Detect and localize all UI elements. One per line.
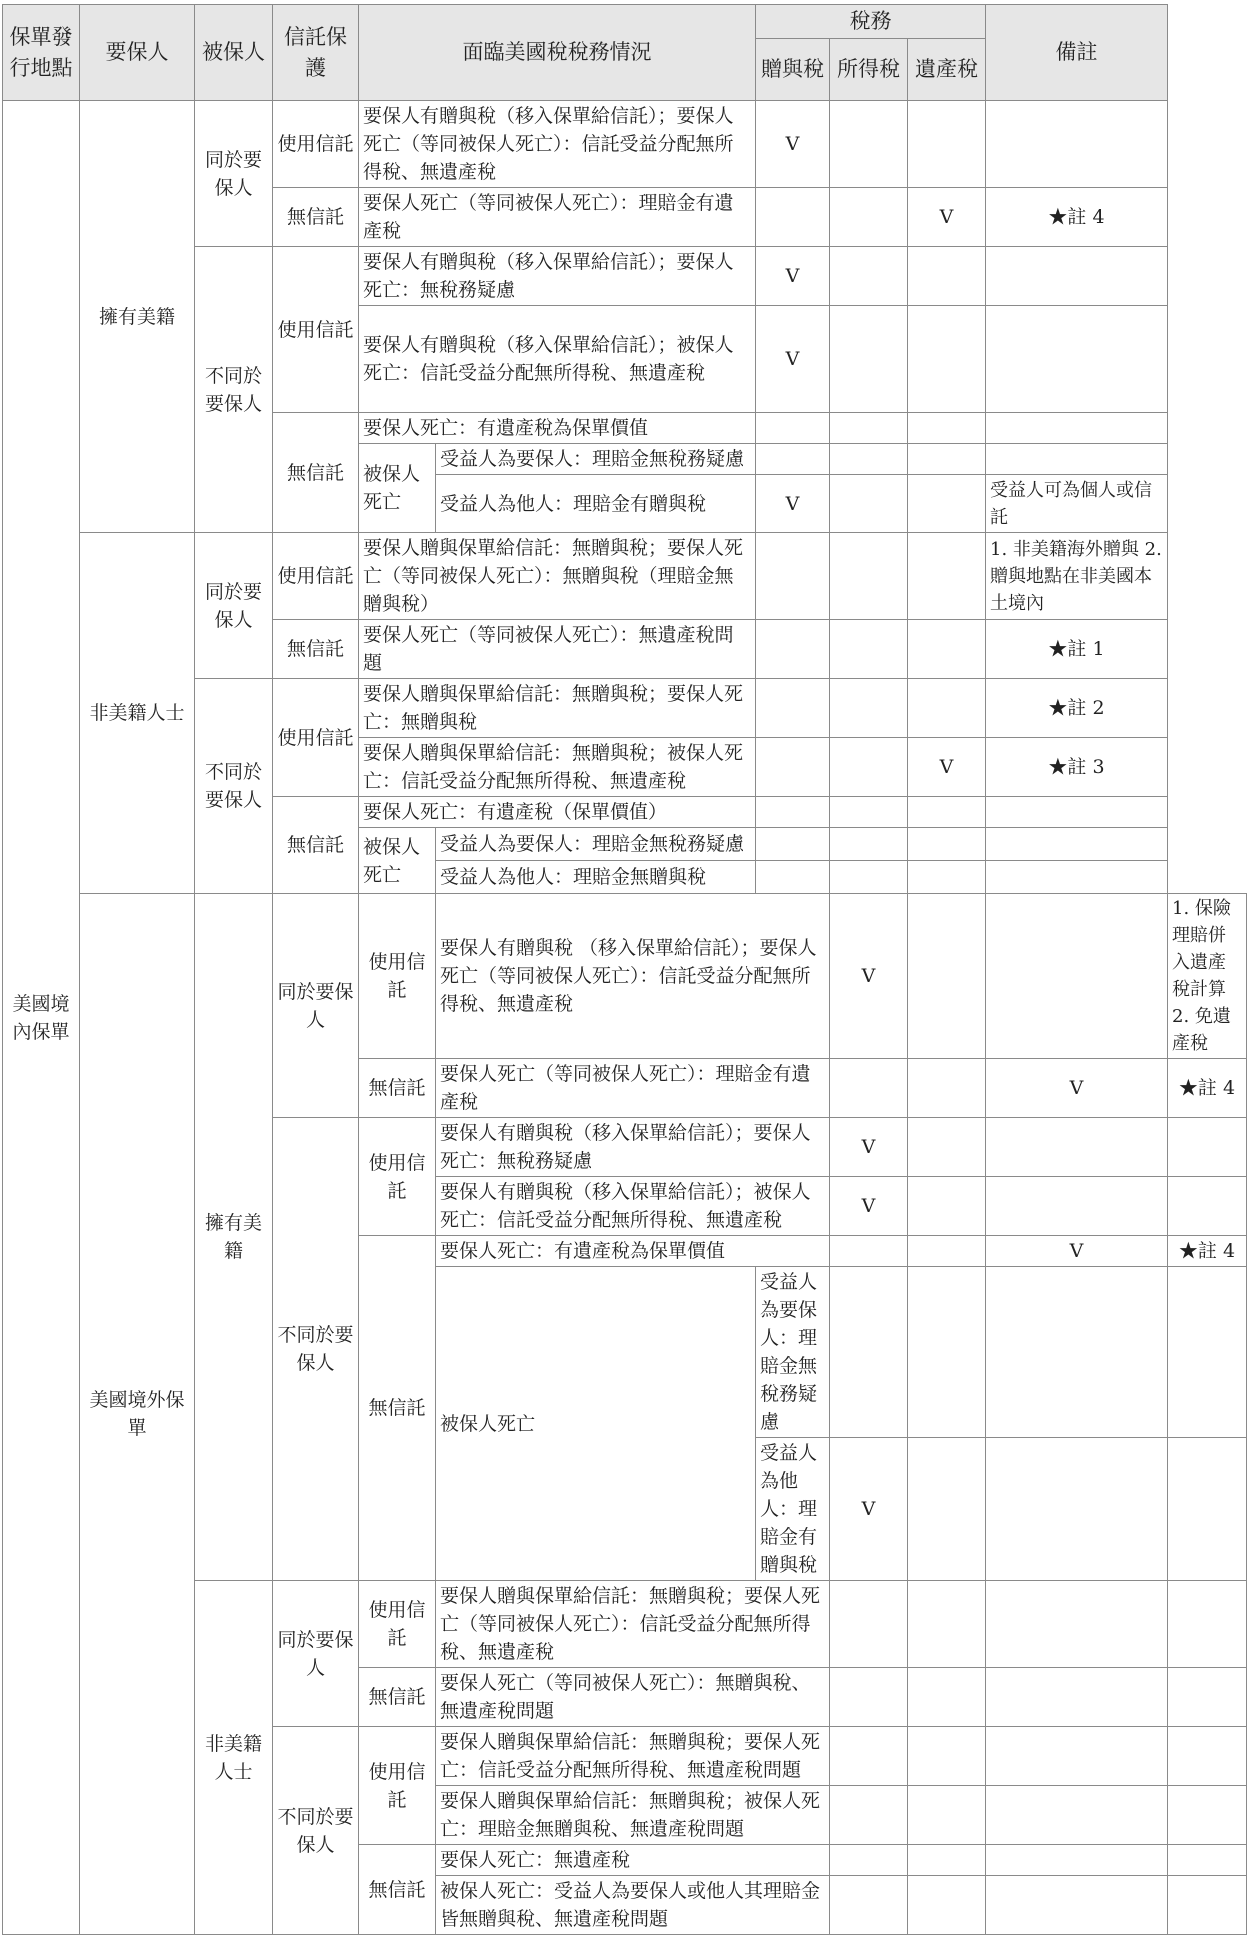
situation-cell: 受益人為要保人：理賠金無稅務疑慮 (436, 444, 756, 475)
remark-cell: ★註 3 (986, 738, 1168, 797)
header-situation: 面臨美國稅稅務情況 (359, 5, 756, 101)
situation-cell: 受益人為他人：理賠金有贈與稅 (436, 475, 756, 533)
insured-dies-label: 被保人死亡 (359, 828, 436, 894)
insured-same: 同於要保人 (195, 101, 273, 247)
trust-use: 使用信託 (273, 247, 359, 413)
location-us-foreign: 美國境外保單 (80, 894, 195, 1935)
gift-tax-check: V (830, 1177, 908, 1236)
situation-cell: 要保人贈與保單給信託：無贈與稅；要保人死亡（等同被保人死亡）：信託受益分配無所得稅、無遺產稅 (436, 1581, 830, 1668)
situation-cell: 要保人贈與保單給信託：無贈與稅；要保人死亡：信託受益分配無所得稅、無遺產稅問題 (436, 1727, 830, 1786)
situation-cell: 要保人有贈與稅 （移入保單給信託）；要保人死亡（等同被保人死亡）：信託受益分配無所得稅、無遺產稅 (436, 894, 830, 1059)
gift-tax-check: V (756, 475, 830, 533)
trust-none: 無信託 (359, 1668, 436, 1727)
insured-different: 不同於要保人 (273, 1727, 359, 1935)
situation-cell: 要保人有贈與稅（移入保單給信託）；要保人死亡：無稅務疑慮 (436, 1118, 830, 1177)
situation-cell: 要保人有贈與稅（移入保單給信託）；要保人死亡（等同被保人死亡）：信託受益分配無所得稅、無遺產稅 (359, 101, 756, 188)
situation-cell: 要保人贈與保單給信託：無贈與稅；被保人死亡：理賠金無贈與稅、無遺產稅問題 (436, 1786, 830, 1845)
policyholder-non-us: 非美籍人士 (195, 1581, 273, 1935)
policyholder-us-citizen: 擁有美籍 (80, 101, 195, 533)
gift-tax-check: V (756, 101, 830, 188)
trust-none: 無信託 (359, 1236, 436, 1581)
situation-cell: 受益人為要保人：理賠金無稅務疑慮 (756, 1267, 830, 1438)
trust-use: 使用信託 (273, 533, 359, 620)
policyholder-non-us: 非美籍人士 (80, 533, 195, 894)
header-insured: 被保人 (195, 5, 273, 101)
situation-cell: 要保人死亡（等同被保人死亡）：理賠金有遺產稅 (359, 188, 756, 247)
trust-use: 使用信託 (273, 101, 359, 188)
trust-use: 使用信託 (359, 894, 436, 1059)
insured-dies-label: 被保人死亡 (436, 1267, 756, 1581)
estate-tax-check: V (986, 1236, 1168, 1267)
header-income-tax: 所得稅 (830, 39, 908, 101)
situation-cell: 受益人為他人：理賠金無贈與稅 (436, 861, 756, 894)
trust-use: 使用信託 (359, 1118, 436, 1236)
trust-none: 無信託 (359, 1059, 436, 1118)
situation-cell: 要保人死亡：有遺產稅為保單價值 (436, 1236, 830, 1267)
trust-none: 無信託 (273, 620, 359, 679)
remark-cell: 1. 非美籍海外贈與 2. 贈與地點在非美國本土境內 (986, 533, 1168, 620)
estate-tax-check: V (986, 1059, 1168, 1118)
remark-cell: ★註 1 (986, 620, 1168, 679)
us-tax-trust-table (2, 4, 1247, 1935)
situation-cell: 要保人死亡（等同被保人死亡）：理賠金有遺產稅 (436, 1059, 830, 1118)
situation-cell: 受益人為他人：理賠金有贈與稅 (756, 1438, 830, 1581)
situation-cell: 被保人死亡：受益人為要保人或他人其理賠金皆無贈與稅、無遺產稅問題 (436, 1876, 830, 1935)
trust-none: 無信託 (273, 413, 359, 533)
gift-tax-check: V (756, 306, 830, 413)
remark-cell: ★註 2 (986, 679, 1168, 738)
insured-different: 不同於要保人 (195, 247, 273, 533)
location-us-domestic: 美國境內保單 (3, 101, 80, 1935)
trust-none: 無信託 (359, 1845, 436, 1935)
trust-none: 無信託 (273, 188, 359, 247)
situation-cell: 要保人有贈與稅（移入保單給信託）；被保人死亡：信託受益分配無所得稅、無遺產稅 (359, 306, 756, 413)
estate-tax-check: V (908, 738, 986, 797)
header-policyholder: 要保人 (80, 5, 195, 101)
trust-none: 無信託 (273, 797, 359, 894)
header-location: 保單發行地點 (3, 5, 80, 101)
insured-same: 同於要保人 (195, 533, 273, 679)
header-estate-tax: 遺產稅 (908, 39, 986, 101)
header-trust: 信託保護 (273, 5, 359, 101)
trust-use: 使用信託 (359, 1727, 436, 1845)
situation-cell: 要保人死亡（等同被保人死亡）：無贈與稅、無遺產稅問題 (436, 1668, 830, 1727)
header-remarks: 備註 (986, 5, 1168, 101)
situation-cell: 要保人死亡：有遺產稅（保單價值） (359, 797, 756, 828)
situation-cell: 要保人贈與保單給信託：無贈與稅；要保人死亡（等同被保人死亡）：無贈與稅（理賠金無贈與稅） (359, 533, 756, 620)
header-tax: 稅務 (756, 5, 986, 39)
gift-tax-check: V (830, 1118, 908, 1177)
insured-different: 不同於要保人 (273, 1118, 359, 1581)
remark-cell: 受益人可為個人或信託 (986, 475, 1168, 533)
remark-cell: ★註 4 (1168, 1236, 1247, 1267)
situation-cell: 要保人死亡（等同被保人死亡）：無遺產稅問題 (359, 620, 756, 679)
insured-same: 同於要保人 (273, 1581, 359, 1727)
estate-tax-check: V (908, 188, 986, 247)
situation-cell: 要保人贈與保單給信託：無贈與稅；被保人死亡：信託受益分配無所得稅、無遺產稅 (359, 738, 756, 797)
gift-tax-check: V (830, 894, 908, 1059)
trust-use: 使用信託 (273, 679, 359, 797)
trust-use: 使用信託 (359, 1581, 436, 1668)
situation-cell: 要保人死亡：有遺產稅為保單價值 (359, 413, 756, 444)
insured-different: 不同於要保人 (195, 679, 273, 894)
situation-cell: 要保人贈與保單給信託：無贈與稅；要保人死亡：無贈與稅 (359, 679, 756, 738)
header-gift-tax: 贈與稅 (756, 39, 830, 101)
remark-cell: ★註 4 (986, 188, 1168, 247)
insured-dies-label: 被保人死亡 (359, 444, 436, 533)
gift-tax-check: V (830, 1438, 908, 1581)
remark-cell: 1. 保險理賠併入遺產稅計算 2. 免遺產稅 (1168, 894, 1247, 1059)
situation-cell: 受益人為要保人：理賠金無稅務疑慮 (436, 828, 756, 861)
situation-cell: 要保人死亡：無遺產稅 (436, 1845, 830, 1876)
insured-same: 同於要保人 (273, 894, 359, 1118)
remark-cell: ★註 4 (1168, 1059, 1247, 1118)
situation-cell: 要保人有贈與稅（移入保單給信託）；要保人死亡：無稅務疑慮 (359, 247, 756, 306)
policyholder-us-citizen: 擁有美籍 (195, 894, 273, 1581)
gift-tax-check: V (756, 247, 830, 306)
situation-cell: 要保人有贈與稅（移入保單給信託）；被保人死亡：信託受益分配無所得稅、無遺產稅 (436, 1177, 830, 1236)
